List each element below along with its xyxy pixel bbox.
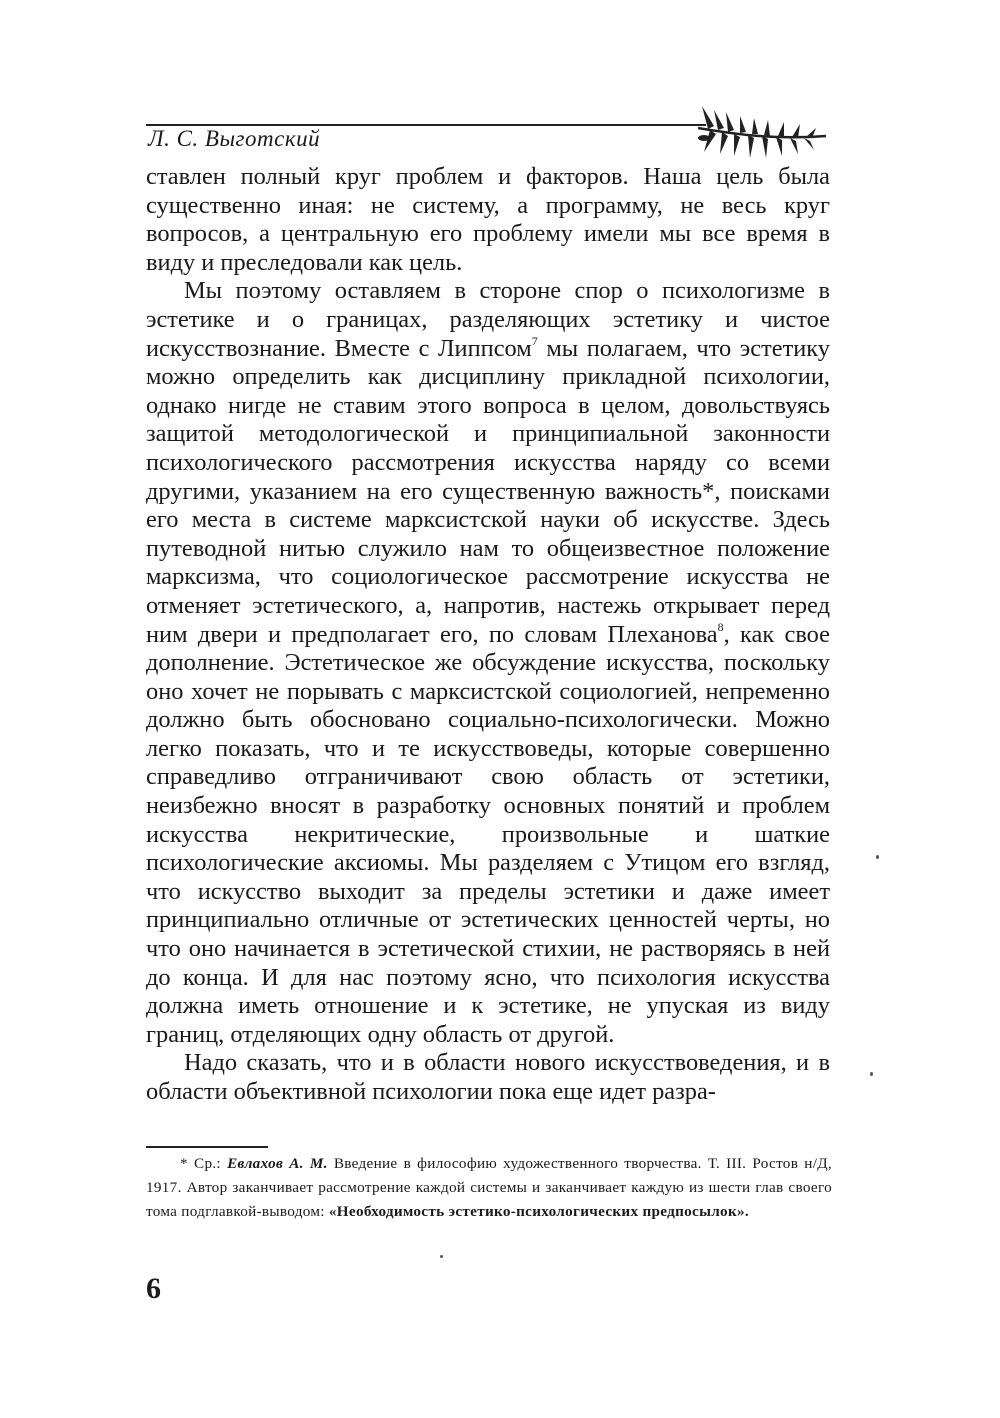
footnote-emphasis: «Необходимость эстетико-психологических предпосылок». — [328, 1203, 749, 1220]
footnote-author: Евлахов А. М. — [227, 1155, 328, 1172]
text-segment: мы полагаем, что эстетику можно определить как дисциплину прикладной психологии, однако нигде не ставим этого вопроса в целом, довольствуясь защитой методологической и принципиальной законности психологического рассмотрения искусства наряду со всеми другими, указанием на его существенную важность*, поисками его места в системе марксистской науки об искусстве. Здесь путеводной нитью служило нам то общеизвестное положение марксизма, что социологическое рассмотрение искусства не отменяет эстетического, а, напротив, настежь открывает перед ним двери и предполагает его, по словам Плеханова — [146, 334, 831, 648]
scan-speck — [876, 855, 879, 859]
text-segment: Мы поэтому оставляем в стороне спор о психологизме в эстетике и о границах, разделяющих эстетику и чистое искусствознание. Вместе с Липпсом — [146, 277, 830, 362]
page-number: 6 — [146, 1272, 161, 1305]
scan-speck — [870, 1072, 873, 1076]
running-header-author: Л. С. Выготский — [148, 126, 321, 151]
endnote-reference: 8 — [717, 619, 724, 634]
footnote-rule — [146, 1146, 268, 1148]
text-segment: , как свое дополнение. Эстетическое же обсуждение искусства, поскольку оно хочет не порывать с марксистской социологией, непременно должно быть обосновано социально-психологически. Можно легко показать, что и те искусствоведы, которые совершенно справедливо отграничивают свою область от эстетики, неизбежно вносят в разработку основных понятий и проблем искусства некритические, произвольные и шаткие психологические аксиомы. Мы разделяем с Утицом его взгляд, что искусство выходит за пределы эстетики и даже имеет принципиально отличные от эстетических ценностей черты, но что оно начинается в эстетической стихии, не растворяясь в ней до конца. И для нас поэтому ясно, что психология искусства должна иметь отношение и к эстетике, не упуская из виду границ, отделяющих одну область от другой. — [146, 620, 830, 1048]
paragraph: ставлен полный круг проблем и факторов. Наша цель была существенно иная: не систему, а программу, не весь круг вопросов, а центральную его проблему имели мы все время в виду и преследовали как цель. — [146, 163, 830, 276]
main-text — [146, 163, 830, 1107]
scan-speck — [440, 1255, 443, 1258]
footnote — [146, 1152, 832, 1224]
leaf-ornament-icon — [694, 98, 829, 168]
endnote-reference: 7 — [531, 333, 538, 348]
paragraph: Надо сказать, что и в области нового искусствоведения, и в области объективной психологии пока еще идет разра- — [146, 1049, 830, 1105]
footnote-prefix: * Ср.: — [180, 1155, 228, 1172]
footnote-text: Введение в философию художественного творчества. Т. III. Ростов н/Д, 1917. Автор заканчивает рассмотрение каждой системы и заканчивает каждую из шести глав своего тома подглавкой-выводом: — [146, 1155, 832, 1220]
paragraph — [146, 277, 830, 1049]
